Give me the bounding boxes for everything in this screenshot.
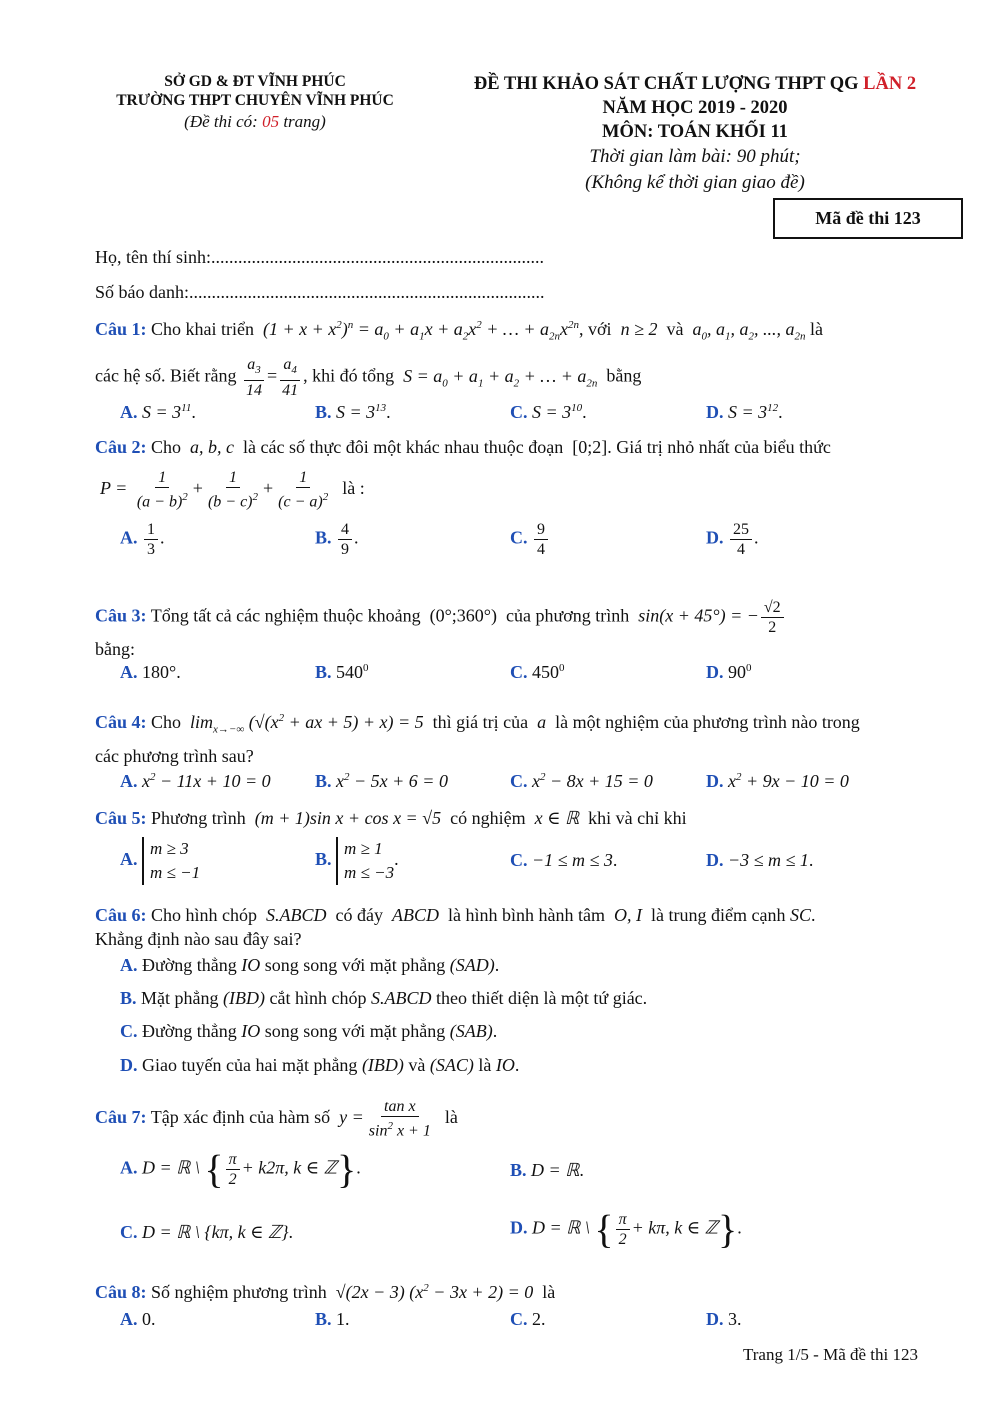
q7-option-c[interactable]: C. D = ℝ \ {kπ, k ∈ ℤ}. bbox=[120, 1222, 294, 1242]
q8-option-a[interactable]: A. 0. bbox=[120, 1309, 156, 1329]
q2-option-a[interactable]: A. $\frac{1}{3}$ . bbox=[120, 521, 165, 558]
exam-title: ĐỀ THI KHẢO SÁT CHẤT LƯỢNG THPT QG LẦN 2 bbox=[473, 74, 917, 94]
q3-option-c[interactable]: C. $450^0$ bbox=[510, 662, 565, 682]
question-2-line2: P = $\frac{1}{(a - b)^2}$ + $\frac{1}{(b - c)^2}$ + $\frac{1}{(c - a)^2}$ là : bbox=[100, 469, 365, 511]
q8-option-c[interactable]: C. 2. bbox=[510, 1309, 546, 1329]
q4-option-a[interactable]: A. $x^2 - 11x + 10 = 0$ bbox=[120, 771, 271, 791]
q2-option-d[interactable]: D. $\frac{25}{4}$ . bbox=[706, 521, 759, 558]
question-4-line1: Câu 4: Cho $\lim_{x\to-\infty} (√(x^2$ + ax + 5) + x) = 5 thì giá trị của a là một nghiệm của phương trình nào trong bbox=[95, 712, 860, 736]
question-2-line1: Câu 2: Cho a, b, c là các số thực đôi một khác nhau thuộc đoạn [0;2]. Giá trị nhỏ nhất của biểu thức bbox=[95, 437, 831, 457]
q8-option-d[interactable]: D. 3. bbox=[706, 1309, 742, 1329]
school-year: NĂM HỌC 2019 - 2020 bbox=[602, 98, 788, 118]
dept-name: SỞ GD & ĐT VĨNH PHÚC bbox=[164, 73, 346, 90]
question-4-line2: các phương trình sau? bbox=[95, 746, 254, 766]
q1-option-c[interactable]: C. $S = 3^{10}$. bbox=[510, 402, 587, 422]
q3-option-d[interactable]: D. $90^0$ bbox=[706, 662, 752, 682]
question-1-line2: các hệ số. Biết rằng $\frac{a_3}{14}$ = $\frac{a_4}{41}$ , khi đó tổng $S = a_0 + a_1 + a_2$ + … + $a_{2n}$ bằng bbox=[95, 356, 642, 400]
candidate-name-field: Họ, tên thí sinh:.......................................................................... bbox=[95, 247, 544, 267]
q6-option-b[interactable]: B. Mặt phẳng (IBD) cắt hình chóp S.ABCD theo thiết diện là một tứ giác. bbox=[120, 988, 648, 1008]
q1-option-b[interactable]: B. $S = 3^{13}$. bbox=[315, 402, 391, 422]
q5-option-c[interactable]: C. −1 ≤ m ≤ 3. bbox=[510, 850, 618, 870]
q5-option-b[interactable]: B. m ≥ 1 m ≤ −3. bbox=[315, 837, 399, 885]
q6-option-c[interactable]: C. Đường thẳng IO song song với mặt phẳng (SAB). bbox=[120, 1021, 498, 1041]
pages-note: (Đề thi có: 05 trang) bbox=[184, 112, 326, 131]
q7-option-d[interactable]: D. D = ℝ \ { $\frac{\pi}{2}$ + kπ, k ∈ ℤ}. bbox=[510, 1206, 742, 1252]
question-6-line2: Khẳng định nào sau đây sai? bbox=[95, 929, 302, 949]
q6-option-a[interactable]: A. Đường thẳng IO song song với mặt phẳng (SAD). bbox=[120, 955, 500, 975]
q6-option-d[interactable]: D. Giao tuyến của hai mặt phẳng (IBD) và (SAC) là IO. bbox=[120, 1055, 520, 1075]
q1-option-a[interactable]: A. $S = 3^{11}$. bbox=[120, 402, 196, 422]
q1-option-d[interactable]: D. $S = 3^{12}$. bbox=[706, 402, 783, 422]
school-name: TRƯỜNG THPT CHUYÊN VĨNH PHÚC bbox=[116, 92, 394, 109]
q3-option-a[interactable]: A. 180°. bbox=[120, 662, 181, 682]
subject: MÔN: TOÁN KHỐI 11 bbox=[602, 122, 788, 142]
q4-option-d[interactable]: D. $x^2 + 9x - 10 = 0$ bbox=[706, 771, 849, 791]
q7-option-a[interactable]: A. D = ℝ \ { $\frac{\pi}{2}$ + k2π, k ∈ ℤ}. bbox=[120, 1146, 361, 1192]
question-7-line1: Câu 7: Tập xác định của hàm số y = $\frac{\text{tan x}}{\sin^2 x + 1}$ là bbox=[95, 1098, 458, 1140]
page-footer: Trang 1/5 - Mã đề thi 123 bbox=[742, 1345, 918, 1364]
q7-option-b[interactable]: B. D = ℝ. bbox=[510, 1160, 584, 1180]
question-8-line1: Câu 8: Số nghiệm phương trình √(2x − 3) $(x^2 - 3x + 2) = 0$ là bbox=[95, 1282, 556, 1302]
question-1-line1: Câu 1: Cho khai triển $(1 + x + x^2)^n = a_0 + a_1x + a_2x^2$ + … + $a_{2n}x^{2n}$, với n ≥ 2 và $a_0$, $a_1$, $a_2$, ..., $a_{2n}$ là bbox=[95, 319, 823, 343]
header-right bbox=[440, 72, 950, 196]
question-5-line1: Câu 5: Phương trình (m + 1)sin x + cos x = √5 có nghiệm x ∈ ℝ khi và chỉ khi bbox=[95, 808, 687, 828]
q2-option-b[interactable]: B. $\frac{4}{9}$ . bbox=[315, 521, 359, 558]
exam-code-box: Mã đề thi 123 bbox=[773, 198, 963, 239]
q8-option-b[interactable]: B. 1. bbox=[315, 1309, 350, 1329]
exam-time: Thời gian làm bài: 90 phút; bbox=[589, 146, 801, 167]
exam-time-note: (Không kể thời gian giao đề) bbox=[585, 172, 805, 193]
q3-option-b[interactable]: B. $540^0$ bbox=[315, 662, 369, 682]
q4-option-c[interactable]: C. $x^2 - 8x + 15 = 0$ bbox=[510, 771, 653, 791]
candidate-id-field: Số báo danh:............................................................................... bbox=[95, 282, 545, 302]
question-3-line1: Câu 3: Tổng tất cả các nghiệm thuộc khoảng (0°;360°) của phương trình sin(x + 45°) = − $\frac{√2}{2}$ bbox=[95, 598, 786, 637]
q5-option-a[interactable]: A. m ≥ 3 m ≤ −1 bbox=[120, 837, 200, 885]
question-3-line2: bằng: bbox=[95, 639, 135, 659]
q5-option-d[interactable]: D. −3 ≤ m ≤ 1. bbox=[706, 850, 814, 870]
question-6-line1: Câu 6: Cho hình chóp S.ABCD có đáy ABCD là hình bình hành tâm O, I là trung điểm cạnh SC. bbox=[95, 905, 816, 925]
q4-option-b[interactable]: B. $x^2 - 5x + 6 = 0$ bbox=[315, 771, 448, 791]
header-left bbox=[95, 72, 415, 134]
q2-option-c[interactable]: C. $\frac{9}{4}$ bbox=[510, 520, 550, 559]
